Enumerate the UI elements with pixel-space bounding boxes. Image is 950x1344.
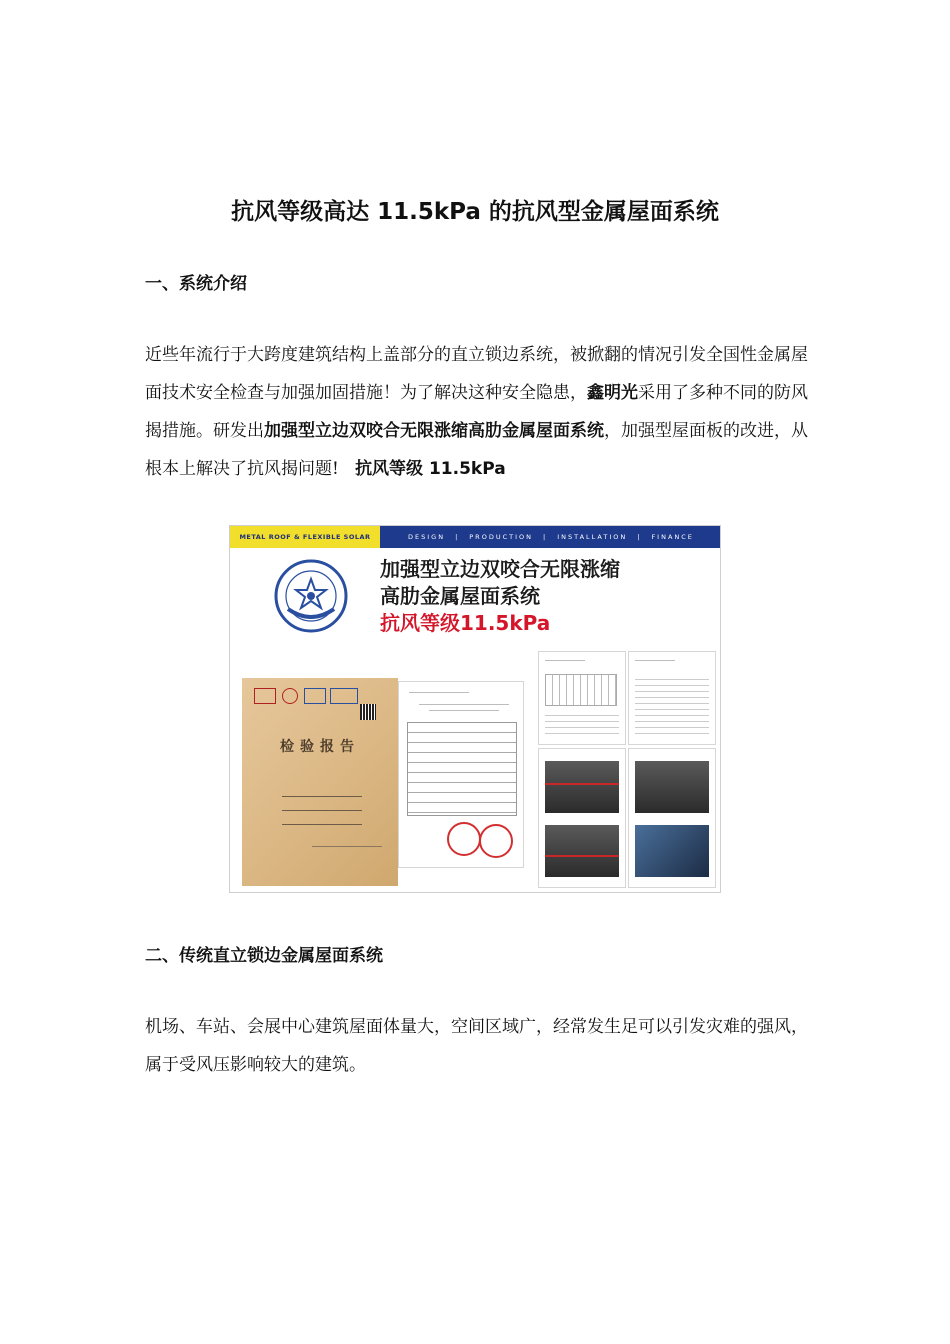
photo-page (538, 748, 626, 888)
intro-text-3: ，加强型屋面板的改进，从根本上解决了抗风揭问题! (145, 421, 808, 479)
qr-code-icon (360, 704, 376, 720)
service-design: DESIGN (408, 533, 446, 541)
figure-heading-rating: 抗风等级11.5kPa (380, 611, 551, 635)
service-installation: INSTALLATION (557, 533, 628, 541)
cover-issuer-block (312, 846, 382, 869)
red-stamp-icon (447, 822, 481, 856)
ilac-logo-icon (304, 688, 326, 704)
figure-topbar (230, 526, 720, 548)
testing-center-seal-icon (274, 559, 348, 633)
intro-text-2: 采用了多种不同的防风揭措施。研发出 (145, 383, 808, 441)
cover-field-line (282, 810, 362, 811)
test-photo (635, 825, 709, 877)
cma-logo-icon (254, 688, 276, 704)
drawing-page (628, 651, 716, 745)
report-cover (242, 678, 398, 886)
service-production: PRODUCTION (469, 533, 533, 541)
photo-page (628, 748, 716, 888)
cover-field-line (282, 796, 362, 797)
intro-text-1: 近些年流行于大跨度建筑结构上盖部分的直立锁边系统，被掀翻的情况引发全国性金属屋面技术安全检查与加强加固措施！为了解决这种安全隐患， (145, 345, 808, 403)
wind-rating: 抗风等级 11.5kPa (355, 459, 506, 479)
cnas-logo-icon (330, 688, 358, 704)
section-heading-intro: 一、系统介绍 (145, 274, 247, 294)
test-photo (545, 825, 619, 877)
red-stamp-icon (479, 824, 513, 858)
document-title: 抗风等级高达 11.5kPa 的抗风型金属屋面系统 (231, 199, 719, 225)
topbar-brand: METAL ROOF & FLEXIBLE SOLAR (230, 526, 380, 548)
section-heading-traditional: 二、传统直立锁边金属屋面系统 (145, 946, 383, 966)
report-cover-title: 检验报告 (280, 739, 360, 755)
service-finance: FINANCE (651, 533, 694, 541)
brand-name: 鑫明光 (587, 383, 638, 403)
figure-heading (380, 556, 620, 637)
system-name: 加强型立边双咬合无限涨缩高肋金属屋面系统 (264, 421, 604, 441)
ca-logo-icon (282, 688, 298, 704)
report-table (407, 722, 517, 816)
traditional-paragraph: 机场、车站、会展中心建筑屋面体量大，空间区域广，经常发生足可以引发灾难的强风，属于受风压影响较大的建筑。 (145, 1017, 808, 1075)
intro-paragraph (145, 336, 810, 488)
test-photo (545, 761, 619, 813)
test-photo (635, 761, 709, 813)
figure-heading-line1: 加强型立边双咬合无限涨缩 (380, 557, 620, 581)
report-page (398, 681, 524, 868)
promo-figure (229, 525, 721, 893)
figure-heading-line2: 高肋金属屋面系统 (380, 584, 540, 608)
drawing-page (538, 651, 626, 745)
cover-field-line (282, 824, 362, 825)
topbar-services: DESIGN | PRODUCTION | INSTALLATION | FINANCE (380, 526, 720, 548)
